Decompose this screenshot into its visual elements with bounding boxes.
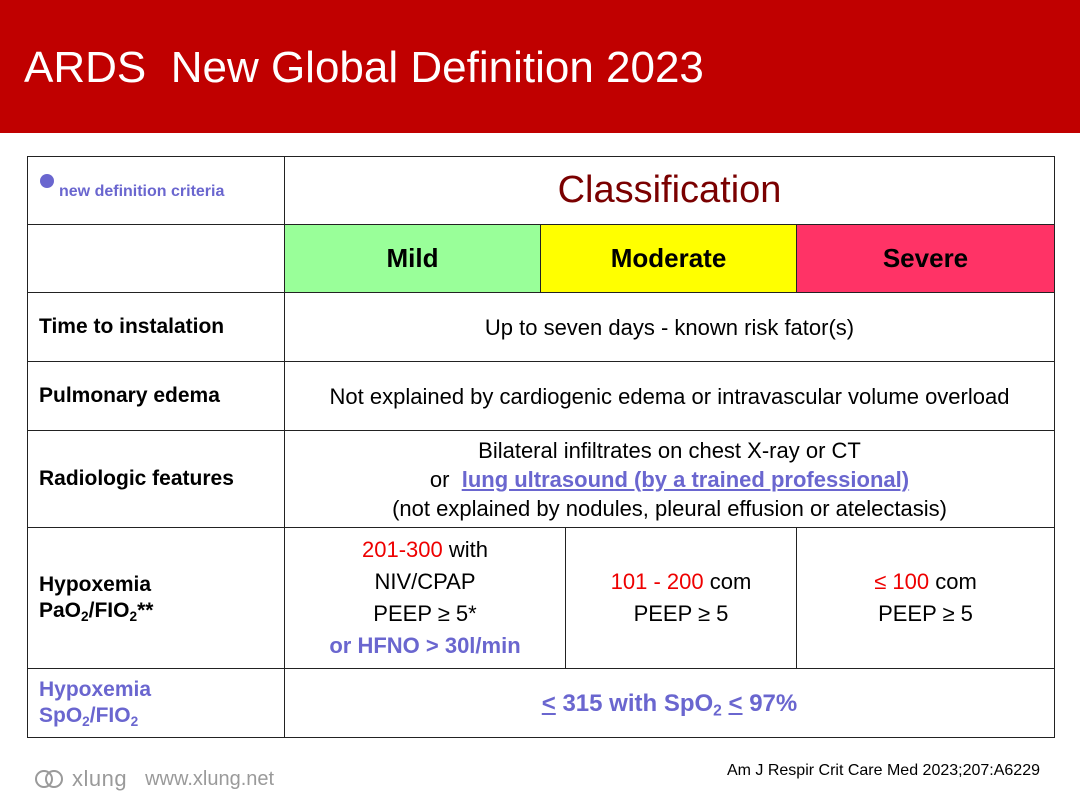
citation: Am J Respir Crit Care Med 2023;207:A6229: [726, 762, 1040, 779]
page-title: ARDS New Global Definition 2023: [24, 43, 704, 92]
table-row-severity: [28, 225, 1055, 293]
footer-logo: [34, 766, 274, 792]
legend-text: new definition criteria: [59, 182, 225, 200]
hypoxemia-spo2-label: Hypoxemia: [39, 678, 152, 701]
lung-ultrasound-link[interactable]: lung ultrasound (by a trained professional): [461, 466, 910, 492]
table-row-hypoxemia-spo2: [28, 669, 1055, 738]
radiologic-or: or: [429, 466, 450, 492]
empty-cell: [28, 225, 285, 293]
radiologic-value: [285, 431, 1055, 528]
hypoxemia-label: Hypoxemia: [39, 573, 152, 596]
table-row-edema: [28, 362, 1055, 431]
ards-definition-table: [27, 156, 1055, 738]
severity-moderate: Moderate: [541, 225, 797, 293]
spo2-value: < 315 with SpO$_2$ < 97%: [285, 669, 1055, 738]
xlung-lung-icon: [34, 768, 64, 790]
row-label-edema: Pulmonary edema: [28, 362, 285, 431]
row-label-hypoxemia-pao2: [28, 528, 285, 669]
severity-severe: Severe: [797, 225, 1055, 293]
moderate-peep: PEEP ≥ 5: [633, 601, 729, 626]
mild-peep: PEEP ≥ 5*: [373, 601, 477, 626]
radiologic-line-3: (not explained by nodules, pleural effusion or atelectasis): [392, 495, 947, 521]
severe-peep: PEEP ≥ 5: [878, 601, 973, 626]
table-row-time: [28, 293, 1055, 362]
table-row-radiologic: [28, 431, 1055, 528]
moderate-range: 101 - 200: [610, 569, 704, 594]
spo2-fio2-label: $SpO_2/FIO_2$: [39, 704, 139, 730]
severity-mild: Mild: [285, 225, 541, 293]
logo-text: xlung: [72, 766, 128, 791]
bullet-dot-icon: [40, 174, 54, 188]
radiologic-line-2: [285, 465, 1054, 494]
radiologic-line-1: Bilateral infiltrates on chest X-ray or CT: [478, 437, 861, 463]
table-row-classification: [28, 157, 1055, 225]
pao2-moderate-value: 101 - 200 com PEEP ≥ 5: [566, 528, 797, 669]
row-label-hypoxemia-spo2: [28, 669, 285, 738]
pao2-severe-value: ≤ 100 com PEEP ≥ 5: [797, 528, 1055, 669]
classification-heading: Classification: [285, 157, 1055, 225]
time-value: Up to seven days - known risk fator(s): [285, 293, 1055, 362]
table-row-hypoxemia-pao2: [28, 528, 1055, 669]
mild-hfno: or HFNO > 30l/min: [329, 633, 521, 658]
severe-range: ≤ 100: [874, 569, 930, 594]
row-label-time: Time to instalation: [28, 293, 285, 362]
edema-value: Not explained by cardiogenic edema or intravascular volume overload: [285, 362, 1055, 431]
pao2-mild-value: 201-300 with NIV/CPAP PEEP ≥ 5* or HFNO > 30l/min: [285, 528, 566, 669]
title-bar: [0, 0, 1080, 133]
pao2-fio2-label: $PaO_2/FIO_2**$: [39, 599, 154, 625]
mild-range: 201-300: [362, 537, 443, 562]
legend-cell: [28, 157, 285, 225]
website-url[interactable]: www.xlung.net: [145, 767, 275, 790]
row-label-radiologic: Radiologic features: [28, 431, 285, 528]
mild-niv-cpap: NIV/CPAP: [374, 569, 476, 594]
